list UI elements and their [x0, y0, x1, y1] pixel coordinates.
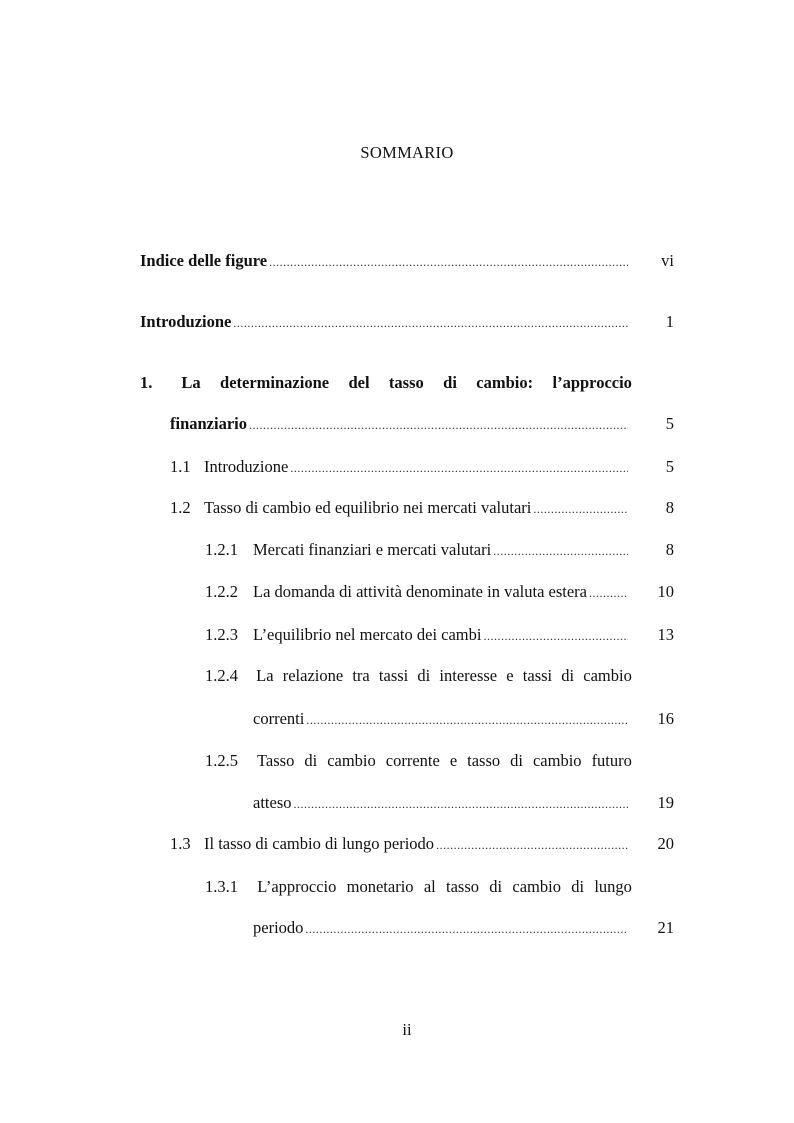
dot-leader — [269, 252, 628, 272]
toc-label: Introduzione — [204, 457, 289, 476]
toc-page: 5 — [665, 414, 674, 433]
dot-leader — [305, 919, 628, 939]
section-number: 1.3.1 — [205, 877, 238, 896]
word: La — [256, 666, 274, 685]
toc-page: 13 — [657, 625, 674, 644]
word: tassi — [522, 666, 553, 685]
toc-label: La domanda di attività denominate in valuta estera — [253, 582, 588, 601]
chapter-number: 1. — [140, 373, 153, 392]
section-number: 1.2.5 — [205, 751, 238, 770]
section-number: 1.2.3 — [205, 625, 238, 644]
word: tra — [352, 666, 370, 685]
toc-page: 10 — [657, 582, 674, 601]
dot-leader — [533, 499, 628, 519]
toc-label: L’equilibrio nel mercato dei cambi — [253, 625, 482, 644]
toc-page: 1 — [665, 312, 674, 331]
word: di — [510, 751, 523, 770]
toc-page: 8 — [665, 498, 674, 517]
section-number: 1.2.4 — [205, 666, 238, 685]
toc-entry-figures[interactable] — [140, 251, 674, 272]
word: di — [304, 751, 318, 770]
word: cambio — [327, 751, 376, 770]
word: La — [181, 373, 201, 392]
toc-label-cont: finanziario — [170, 414, 247, 433]
toc-label: Indice delle figure — [140, 251, 268, 270]
toc-page: 8 — [665, 540, 674, 559]
dot-leader — [233, 313, 628, 333]
word: cambio: — [476, 373, 534, 392]
toc-label: Introduzione — [140, 312, 232, 331]
word: interesse — [439, 666, 498, 685]
dot-leader — [306, 710, 628, 730]
dot-leader — [493, 541, 628, 561]
toc-label-cont: atteso — [253, 793, 292, 812]
dot-leader — [589, 583, 628, 603]
word: tasso — [446, 877, 479, 896]
word: relazione — [282, 666, 344, 685]
toc-entry-1-2-1[interactable] — [205, 540, 674, 561]
word: e — [506, 666, 514, 685]
word: di — [417, 666, 431, 685]
toc-entry-1-2-5-cont[interactable] — [253, 793, 674, 814]
toc-entry-1-1[interactable] — [170, 457, 674, 478]
toc-label: Il tasso di cambio di lungo periodo — [204, 834, 435, 853]
toc-page: 16 — [657, 709, 674, 728]
toc-entry-1-2-5[interactable] — [205, 751, 632, 771]
section-number: 1.2.1 — [205, 540, 238, 559]
toc-page: 20 — [657, 834, 674, 853]
word: di — [571, 877, 585, 896]
word: L’approccio — [257, 877, 337, 896]
word: tasso — [467, 751, 501, 770]
toc-entry-chapter-1-cont[interactable] — [170, 414, 674, 435]
word: di — [443, 373, 457, 392]
word: di — [489, 877, 503, 896]
section-number: 1.2.2 — [205, 582, 238, 601]
toc-page: 19 — [657, 793, 674, 812]
word: cambio — [532, 751, 582, 770]
word: Tasso — [257, 751, 295, 770]
dot-leader — [249, 415, 628, 435]
toc-page: 21 — [657, 918, 674, 937]
page-number-footer: ii — [402, 1020, 412, 1039]
word: del — [348, 373, 370, 392]
toc-label: Tasso di cambio ed equilibrio nei mercati valutari — [204, 498, 532, 517]
toc-entry-intro[interactable] — [140, 312, 674, 333]
toc-entry-1-2-2[interactable] — [205, 582, 674, 603]
word: lungo — [594, 877, 632, 896]
word: l’approccio — [552, 373, 632, 392]
word: monetario — [346, 877, 414, 896]
word: futuro — [591, 751, 632, 770]
toc-label-cont: periodo — [253, 918, 304, 937]
toc-label: Mercati finanziari e mercati valutari — [253, 540, 492, 559]
word: determinazione — [220, 373, 330, 392]
toc-entry-1-2-4[interactable] — [205, 666, 632, 686]
toc-entry-1-3-1-cont[interactable] — [253, 918, 674, 939]
word: cambio — [512, 877, 561, 896]
toc-entry-1-2-3[interactable] — [205, 625, 674, 646]
dot-leader — [483, 626, 628, 646]
dot-leader — [290, 458, 628, 478]
toc-label-cont: correnti — [253, 709, 305, 728]
toc-entry-1-3-1[interactable] — [205, 877, 632, 897]
word: e — [449, 751, 458, 770]
word: di — [561, 666, 575, 685]
section-number: 1.3 — [170, 834, 191, 853]
toc-entry-1-3[interactable] — [170, 834, 674, 855]
word: tassi — [378, 666, 409, 685]
word: tasso — [388, 373, 424, 392]
page-title: SOMMARIO — [360, 143, 454, 162]
section-number: 1.1 — [170, 457, 191, 476]
word: cambio — [583, 666, 632, 685]
toc-page: 5 — [665, 457, 674, 476]
section-number: 1.2 — [170, 498, 191, 517]
toc-entry-chapter-1[interactable] — [140, 373, 632, 393]
toc-page: vi — [661, 251, 674, 270]
dot-leader — [436, 835, 628, 855]
word: corrente — [385, 751, 440, 770]
toc-entry-1-2[interactable] — [170, 498, 674, 519]
dot-leader — [294, 794, 629, 814]
word: al — [423, 877, 436, 896]
toc-entry-1-2-4-cont[interactable] — [253, 709, 674, 730]
